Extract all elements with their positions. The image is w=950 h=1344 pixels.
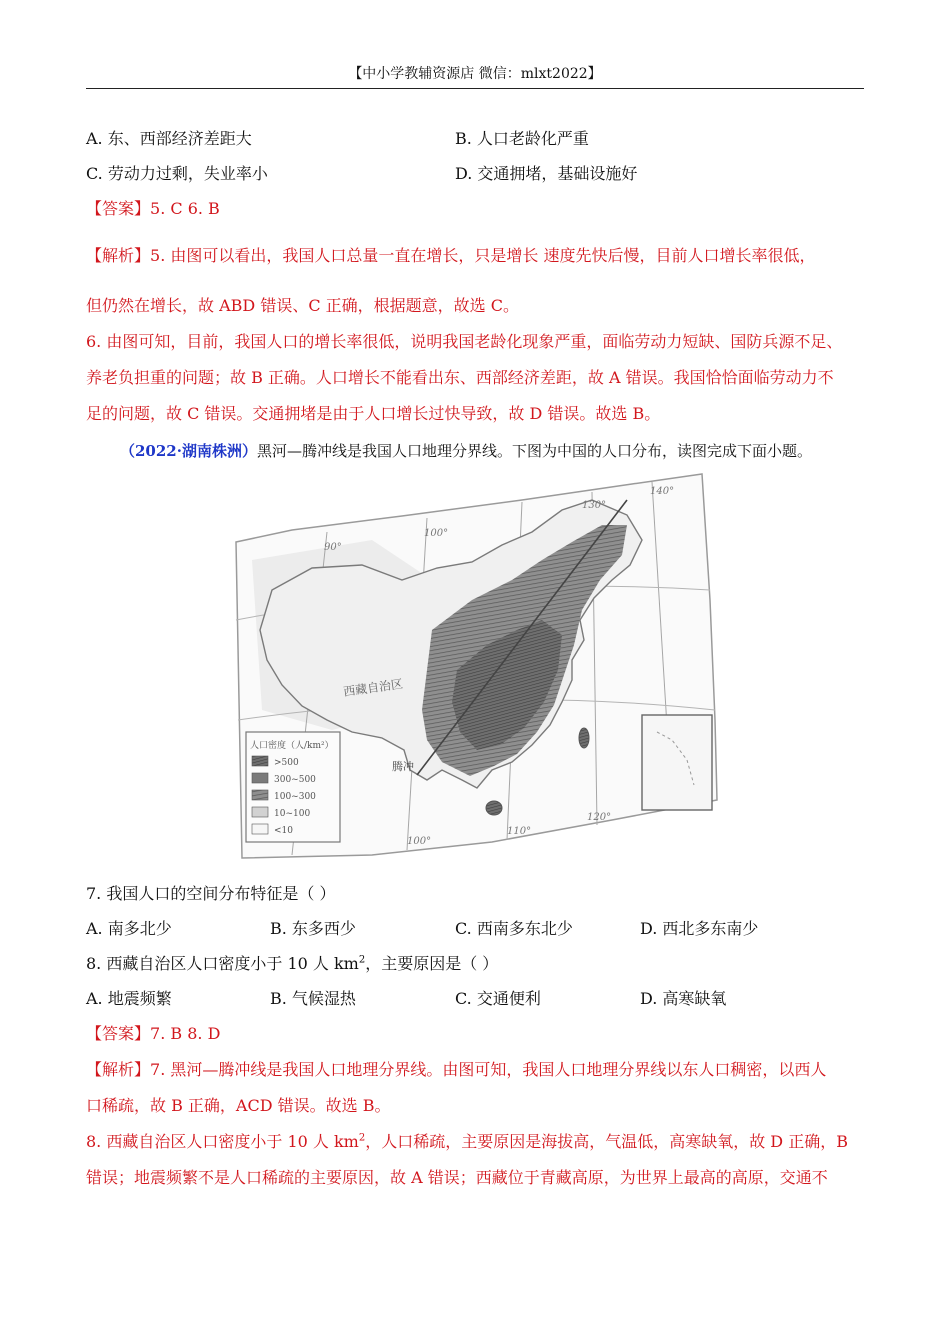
q8-stem-end: ，主要原因是（ ） [365, 954, 499, 973]
longitude-120: 120° [587, 812, 612, 823]
longitude-130: 130° [582, 500, 607, 511]
legend-item-1: >500 [274, 758, 299, 768]
analysis-8-line1 [86, 1131, 848, 1153]
q8-option-b: B. 气候湿热 [270, 989, 356, 1008]
longitude-140: 140° [650, 486, 675, 497]
legend-item-2: 300~500 [274, 775, 316, 785]
question-source: （2022·湖南株洲） [120, 442, 257, 460]
analysis-6-line2: 养老负担重的问题；故 B 正确。人口增长不能看出东、西部经济差距，故 A 错误。我国恰恰面临劳动力不 [86, 368, 834, 387]
q8-option-a: A. 地震频繁 [86, 989, 172, 1008]
analysis-5-line2: 但仍然在增长，故 ABD 错误、C 正确，根据题意，故选 C。 [86, 296, 519, 315]
analysis-7-line1 [86, 1059, 826, 1081]
longitude-90: 90° [324, 542, 342, 553]
hainan-island [486, 801, 502, 815]
intro-text: 黑河—腾冲线是我国人口地理分界线。下图为中国的人口分布，读图完成下面小题。 [256, 442, 812, 460]
analysis-8-line2: 错误；地震频繁不是人口稀疏的主要原因，故 A 错误；西藏位于青藏高原，为世界上最高的高原，交通不 [86, 1168, 828, 1187]
answer-text: 5. C 6. B [150, 199, 220, 218]
analysis-8-text-end: ，人口稀疏，主要原因是海拔高，气温低，高寒缺氧，故 D 正确，B [365, 1132, 848, 1151]
taiwan-island [579, 728, 589, 748]
analysis-6-line3: 足的问题，故 C 错误。交通拥堵是由于人口增长过快导致，故 D 错误。故选 B。 [86, 404, 661, 423]
q8-option-c: C. 交通便利 [455, 989, 541, 1008]
q7-option-d: D. 西北多东南少 [640, 919, 759, 938]
analysis-5-line1 [86, 245, 815, 267]
analysis-8-sup: 2 [358, 1132, 366, 1144]
legend-item-5: <10 [274, 826, 293, 836]
analysis-text: 5. 由图可以看出，我国人口总量一直在增长，只是增长 速度先快后慢，目前人口增长率很低， [150, 246, 816, 265]
longitude-100-bottom: 100° [407, 836, 432, 847]
answer-tag: 【答案】 [86, 199, 151, 218]
longitude-100: 100° [424, 528, 449, 539]
q7-option-c: C. 西南多东北少 [455, 919, 573, 938]
legend-title: 人口密度（人/km²） [250, 741, 334, 751]
xizang-label: 西藏自治区 [342, 676, 404, 699]
question-8-stem [86, 953, 498, 975]
answer-text: 7. B 8. D [150, 1024, 221, 1043]
tengchong-label: 腾冲 [392, 760, 414, 773]
legend-item-4: 10~100 [274, 809, 311, 819]
answer-7-8 [86, 1023, 220, 1045]
option-b: B. 人口老龄化严重 [455, 129, 589, 148]
answer-tag: 【答案】 [86, 1024, 151, 1043]
option-d: D. 交通拥堵，基础设施好 [455, 164, 638, 183]
question-7-stem: 7. 我国人口的空间分布特征是（ ） [86, 884, 336, 903]
question-intro [120, 440, 812, 462]
analysis-tag: 【解析】 [86, 1060, 151, 1079]
analysis-8-text: 8. 西藏自治区人口密度小于 10 人 km [86, 1132, 359, 1151]
analysis-text: 7. 黑河—腾冲线是我国人口地理分界线。由图可知，我国人口地理分界线以东人口稠密，以西人 [150, 1060, 827, 1079]
q7-option-a: A. 南多北少 [86, 919, 172, 938]
q8-stem-text: 8. 西藏自治区人口密度小于 10 人 km [86, 954, 359, 973]
answer-5-6 [86, 198, 220, 220]
longitude-110: 110° [507, 826, 532, 837]
page-header: 【中小学教辅资源店 微信：mlxt2022】 [86, 64, 864, 89]
option-a: A. 东、西部经济差距大 [86, 129, 252, 148]
analysis-7-line2: 口稀疏，故 B 正确，ACD 错误。故选 B。 [86, 1096, 391, 1115]
analysis-tag: 【解析】 [86, 246, 151, 265]
analysis-6-line1: 6. 由图可知，目前，我国人口的增长率很低，说明我国老龄化现象严重，面临劳动力短缺、国防兵源不足、 [86, 332, 843, 351]
q8-option-d: D. 高寒缺氧 [640, 989, 727, 1008]
option-c: C. 劳动力过剩，失业率小 [86, 164, 268, 183]
south-china-sea-inset [642, 715, 712, 810]
legend-item-3: 100~300 [274, 792, 316, 802]
population-map [232, 470, 722, 860]
q7-option-b: B. 东多西少 [270, 919, 356, 938]
q8-stem-sup: 2 [358, 954, 366, 966]
